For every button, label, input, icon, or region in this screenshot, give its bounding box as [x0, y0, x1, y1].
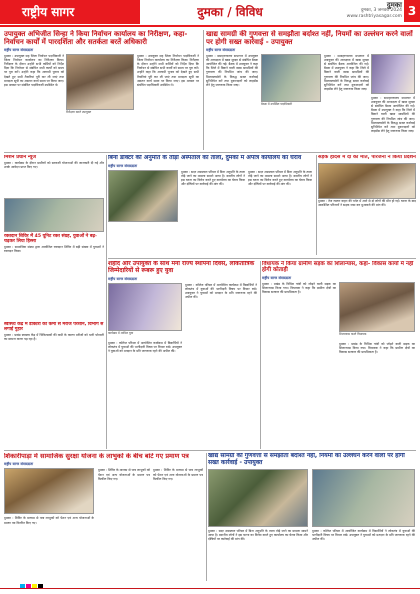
story-3-headline: मिशन प्रधान न्यूज: [4, 155, 37, 160]
story-11-headline: खाद्य सामग्री की गुणवत्ता से समझौता बर्दाश्त नहीं, नियमों का उल्लंघन करने वालों पर होगी सख्त कार्रवाई - उपायुक्त: [208, 453, 405, 466]
website: www.rashtriyasagar.com: [346, 14, 402, 19]
story-2-byline: राष्ट्रीय सागर संवाददाता: [206, 48, 236, 53]
story-1-photo: [66, 54, 134, 110]
story-6-photo: [318, 163, 416, 199]
registration-mark-yellow: [32, 584, 37, 588]
story-2-body-cont: दुमका : समाहरणालय सभागार में उपायुक्त की अध्यक्षता में खाद्य सुरक्षा से संबंधित बैठक आयोजित की गई। बैठक में उपायुक्त ने कहा कि जिले में बिकने वाली खाद्य सामग्रियों की गुणवत्ता की नियमित जांच की जाए। मिलावटखोरों के विरुद्ध सख्त कार्रवाई सुनिश्चित करें तथा दुकानदारों को लाइसेंस लेने हेतु जागरूक किया जाए।: [324, 54, 369, 91]
masthead-rule: [0, 25, 420, 27]
story-7: [262, 261, 416, 391]
story-3: [4, 155, 104, 195]
story-1-body-cont: दुमका : उपायुक्त सह जिला निर्वाचन पदाधिकारी ने जिला निर्वाचन कार्यालय का निरीक्षण किया। निरीक्षण के दौरान उन्होंने सभी कर्मियों को निर्देश दिया कि निर्वाचन से संबंधित सभी कार्यों को समय पर पूरा करें। उन्होंने कहा कि आगामी चुनाव को देखते हुए सभी तैयारियां पूरी कर ली जाएं तथा मतदाता सूची का अद्यतन कार्य समय पर किया जाए। इस अवसर पर संबंधित पदाधिकारी उपस्थित थे।: [137, 54, 199, 87]
story-10: [4, 322, 104, 446]
story-8-photo: [4, 468, 94, 514]
column-rule-2: [106, 155, 107, 449]
divider-1: [4, 152, 416, 153]
page-number: 3: [404, 0, 420, 22]
divider-2: [108, 258, 416, 259]
column-rule-5: [206, 453, 207, 581]
story-7-caption: शिलान्यास करते विधायक: [339, 331, 367, 336]
divider-3: [4, 450, 416, 451]
story-6-headline: सड़क हादसे में दो की मौत, परिजनों ने किया प्रदर्शन: [318, 155, 416, 160]
column-rule-1: [203, 30, 204, 150]
story-1-body: दुमका : उपायुक्त सह जिला निर्वाचन पदाधिकारी ने जिला निर्वाचन कार्यालय का निरीक्षण किया। निरीक्षण के दौरान उन्होंने सभी कर्मियों को निर्देश दिया कि निर्वाचन से संबंधित सभी कार्यों को समय पर पूरा करें। उन्होंने कहा कि आगामी चुनाव को देखते हुए सभी तैयारियां पूरी कर ली जाएं तथा मतदाता सूची का अद्यतन कार्य समय पर किया जाए। इस अवसर पर संबंधित पदाधिकारी उपस्थित थे।: [4, 54, 64, 87]
story-9: [4, 198, 104, 318]
story-4: [108, 155, 314, 255]
page-footer: [0, 584, 420, 594]
story-7-body-cont: दुमका : प्रखंड के विभिन्न गांवों को जोड़ने वाली सड़क का शिलान्यास किया गया। विधायक ने कहा कि ग्रामीण क्षेत्रों का विकास सरकार की प्राथमिकता है।: [339, 341, 415, 355]
date-line: दुमका, 3 जनवरी 2024: [360, 8, 402, 13]
story-2-headline: खाद्य सामग्री की गुणवत्ता से समझौता बर्दाश्त नहीं, नियमों का उल्लंघन करने वालों पर होगी सख्त कार्रवाई - उपायुक्त: [206, 30, 413, 47]
story-10-body: दुमका : प्रखंड स्वास्थ्य केंद्र में चिकित्सकों की कमी के कारण मरीजों को भारी परेशानी का सामना करना पड़ रहा है।: [4, 332, 104, 341]
story-4-headline: बिना डाक्टर की अनुमति के तोड़ा अस्पताल का ताला, दुमका में अपात्र कार्यालय का घेराव: [108, 155, 302, 161]
registration-mark-magenta: [26, 584, 31, 588]
story-2-body-side: दुमका : समाहरणालय सभागार में उपायुक्त की अध्यक्षता में खाद्य सुरक्षा से संबंधित बैठक आयोजित की गई। बैठक में उपायुक्त ने कहा कि जिले में बिकने वाली खाद्य सामग्रियों की गुणवत्ता की नियमित जांच की जाए। मिलावटखोरों के विरुद्ध सख्त कार्रवाई सुनिश्चित करें तथा दुकानदारों को लाइसेंस लेने हेतु जागरूक किया जाए।: [371, 96, 415, 133]
story-5-headline: शहीद और उपायुक्त के साथ मना राज्य स्थापना दिवस, लोकतांत्रिक जिम्मेदारियों से रूबरू हुए युवा: [108, 261, 255, 274]
registration-mark-black: [38, 584, 43, 588]
footer-rule: [0, 588, 420, 589]
story-5-byline: राष्ट्रीय सागर संवाददाता: [108, 276, 138, 281]
city-name: दुमका: [386, 1, 402, 9]
story-6-body: दुमका : तेज रफ्तार वाहन की चपेट में आने से दो लोगों की मौत हो गई। घटना के बाद आक्रोशित परिजनों ने सड़क जाम कर मुआवजे की मांग की।: [318, 198, 416, 208]
story-4-byline: राष्ट्रीय सागर संवाददाता: [108, 163, 138, 168]
column-rule-3: [316, 155, 317, 255]
story-8-body: दुमका : शिविर के माध्यम से पात्र लाभुकों को पेंशन एवं अन्य योजनाओं के प्रमाण पत्र वितरित किए गए।: [4, 516, 94, 525]
story-4-body-cont: दुमका : सदर अस्पताल परिसर में बिना अनुमति के ताला तोड़े जाने का मामला सामने आया है। स्थानीय लोगों ने इस घटना का विरोध करते हुए कार्यालय का घेराव किया और दोषियों पर कार्रवाई की मांग की।: [248, 169, 312, 187]
story-1-byline: राष्ट्रीय सागर संवाददाता: [4, 48, 34, 53]
story-11: [208, 453, 416, 581]
story-7-byline: राष्ट्रीय सागर संवाददाता: [262, 275, 292, 280]
story-5: [108, 261, 258, 391]
story-9-photo: [4, 198, 104, 232]
story-2-photo: [261, 54, 321, 102]
column-rule-4: [260, 261, 261, 449]
story-2-caption: बैठक में उपस्थित पदाधिकारी: [261, 102, 293, 107]
story-8-body-cont-2: दुमका : शिविर के माध्यम से पात्र लाभुकों को पेंशन एवं अन्य योजनाओं के प्रमाण पत्र वितरित किए गए।: [153, 468, 203, 481]
story-9-body: दुमका : सामाजिक संस्था द्वारा आयोजित रक्तदान शिविर में बड़ी संख्या में युवाओं ने रक्तदान किया।: [4, 244, 104, 253]
story-7-photo: [339, 282, 415, 332]
story-5-caption: कार्यक्रम में शामिल युवा: [108, 330, 134, 335]
story-4-body: दुमका : सदर अस्पताल परिसर में बिना अनुमति के ताला तोड़े जाने का मामला सामने आया है। स्थानीय लोगों ने इस घटना का विरोध करते हुए कार्यालय का घेराव किया और दोषियों पर कार्रवाई की मांग की।: [181, 169, 245, 187]
registration-mark-cyan: [20, 584, 25, 588]
story-5-photo: [108, 283, 182, 331]
story-7-body: दुमका : प्रखंड के विभिन्न गांवों को जोड़ने वाली सड़क का शिलान्यास किया गया। विधायक ने कहा कि ग्रामीण क्षेत्रों का विकास सरकार की प्राथमिकता है।: [262, 281, 336, 295]
story-8-byline: राष्ट्रीय सागर संवाददाता: [4, 462, 34, 467]
story-10-headline: स्वास्थ्य केंद्र में डॉक्टरों की कमी से मरीज परेशान, विभाग से लगाई गुहार: [4, 322, 104, 333]
story-2: [206, 30, 416, 150]
story-8-headline: शिकारीपाड़ा में सामाजिक सुरक्षा योजना के लाभुकों के बीच बांटे गए प्रमाण पत्र: [4, 453, 189, 460]
story-1: [4, 30, 200, 150]
story-1-caption: निरीक्षण करते उपायुक्त: [66, 110, 92, 115]
story-2-body: दुमका : समाहरणालय सभागार में उपायुक्त की अध्यक्षता में खाद्य सुरक्षा से संबंधित बैठक आयोजित की गई। बैठक में उपायुक्त ने कहा कि जिले में बिकने वाली खाद्य सामग्रियों की गुणवत्ता की नियमित जांच की जाए। मिलावटखोरों के विरुद्ध सख्त कार्रवाई सुनिश्चित करें तथा दुकानदारों को लाइसेंस लेने हेतु जागरूक किया जाए।: [206, 54, 258, 87]
story-6: [318, 155, 416, 255]
story-2-photo-2: [371, 54, 415, 94]
story-3-body: दुमका : कार्यक्रम के दौरान ग्रामीणों को सरकारी योजनाओं की जानकारी दी गई और उनके आवेदन प्राप्त किए गए।: [4, 160, 104, 169]
story-1-headline: उपायुक्त अभिजीत सिन्हा ने किया निर्वाचन कार्यालय का निरीक्षण, कहा- निर्वाचन कार्यों में पारदर्शिता और सतर्कता बरतें अधिकारी: [4, 30, 188, 47]
story-5-body-cont: दुमका : कॉलेज परिसर में आयोजित कार्यक्रम में विद्यार्थियों ने लोकतंत्र में युवाओं की भागीदारी विषय पर विचार रखे। उपायुक्त ने युवाओं को मतदान के प्रति जागरूक रहने की अपील की।: [185, 282, 257, 300]
story-8-body-cont: दुमका : शिविर के माध्यम से पात्र लाभुकों को पेंशन एवं अन्य योजनाओं के प्रमाण पत्र वितरित किए गए।: [98, 468, 150, 481]
story-9-headline: रक्तदान शिविर में 45 यूनिट रक्त संग्रह, युवाओं ने बढ़-चढ़कर लिया हिस्सा: [4, 234, 97, 245]
story-11-photo: [208, 469, 308, 527]
story-8: [4, 453, 204, 581]
date-block: [347, 2, 402, 20]
section-brand: राष्ट्रीय सागर: [0, 0, 140, 24]
story-4-photo: [108, 170, 178, 222]
story-11-body: दुमका : सदर अस्पताल परिसर में बिना अनुमति के ताला तोड़े जाने का मामला सामने आया है। स्थानीय लोगों ने इस घटना का विरोध करते हुए कार्यालय का घेराव किया और दोषियों पर कार्रवाई की मांग की।: [208, 528, 308, 541]
story-7-headline: विधायक ने किया ग्रामीण सड़क का शिलान्यास, कहा- विकास कार्यों में नहीं होगी कोताही: [262, 261, 414, 274]
section-title: दुमका / विविध: [197, 5, 263, 19]
story-11-body-cont: दुमका : कॉलेज परिसर में आयोजित कार्यक्रम में विद्यार्थियों ने लोकतंत्र में युवाओं की भागीदारी विषय पर विचार रखे। उपायुक्त ने युवाओं को मतदान के प्रति जागरूक रहने की अपील की।: [312, 528, 415, 541]
story-11-photo-2: [312, 469, 415, 527]
story-5-body: दुमका : कॉलेज परिसर में आयोजित कार्यक्रम में विद्यार्थियों ने लोकतंत्र में युवाओं की भागीदारी विषय पर विचार रखे। उपायुक्त ने युवाओं को मतदान के प्रति जागरूक रहने की अपील की।: [108, 340, 182, 353]
